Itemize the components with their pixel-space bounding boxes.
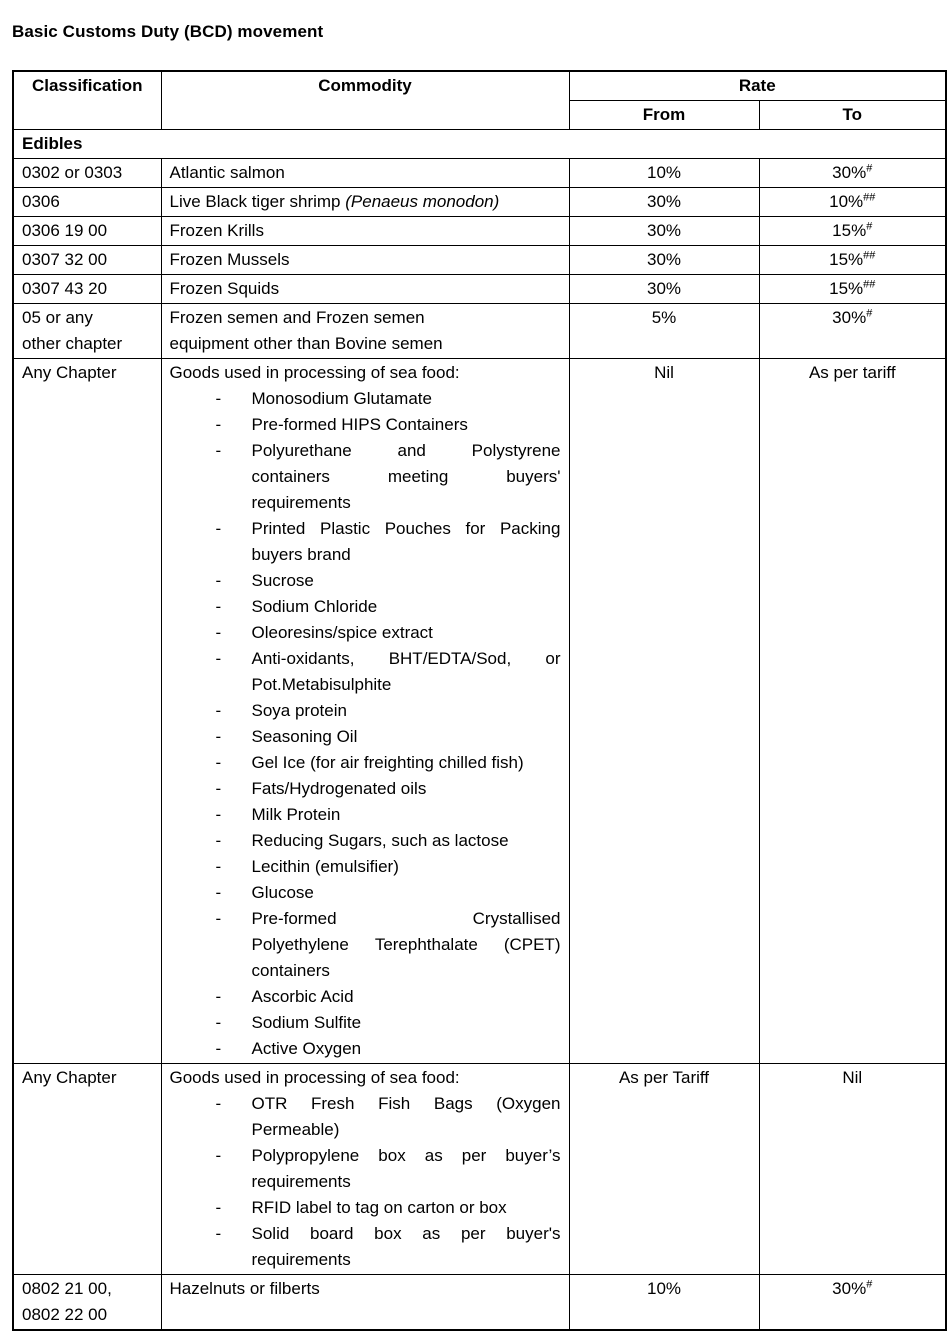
list-item-text: Sodium Chloride xyxy=(251,597,378,616)
table-row xyxy=(13,159,946,188)
table-row xyxy=(13,217,946,246)
list-dash-marker: - xyxy=(215,623,222,642)
word: meeting xyxy=(387,467,449,486)
cell-commodity xyxy=(161,1275,569,1331)
word: (Oxygen xyxy=(496,1094,561,1113)
list-dash-marker: - xyxy=(215,649,222,668)
word: Fish xyxy=(378,1094,411,1113)
rate-to-value: Nil xyxy=(842,1068,863,1087)
word: Pouches xyxy=(384,519,451,538)
table-row xyxy=(13,359,946,1064)
cell-rate-to xyxy=(759,275,946,304)
footnote-marker: ## xyxy=(863,278,876,291)
rate-to-value: As per tariff xyxy=(808,363,896,382)
list-item xyxy=(216,516,561,568)
list-item-text: Sodium Sulfite xyxy=(251,1013,362,1032)
list-item xyxy=(216,1036,561,1062)
list-dash-marker: - xyxy=(215,1039,222,1058)
word: OTR xyxy=(251,1094,288,1113)
word: Crystallised xyxy=(472,909,561,928)
word: buyer’s xyxy=(505,1146,561,1165)
word: Fresh xyxy=(311,1094,355,1113)
word: per xyxy=(461,1146,487,1165)
list-item-text: Gel Ice (for air freighting chilled fish) xyxy=(251,753,524,772)
commodity-text: Frozen Krills xyxy=(169,221,264,240)
list-item-line: Permeable) xyxy=(251,1120,340,1139)
word: Polyurethane xyxy=(251,441,352,460)
list-item xyxy=(216,620,561,646)
commodity-list xyxy=(170,386,561,1062)
list-item xyxy=(216,854,561,880)
cell-classification: 05 or any other chapter xyxy=(13,304,161,359)
list-item-text: Seasoning Oil xyxy=(251,727,358,746)
list-dash-marker: - xyxy=(215,1094,222,1113)
cell-rate-from: 10% xyxy=(569,159,759,188)
word: buyer's xyxy=(506,1224,561,1243)
list-item-line xyxy=(252,646,561,672)
list-item-text: Soya protein xyxy=(251,701,347,720)
list-item-text: Fats/Hydrogenated oils xyxy=(251,779,427,798)
cell-commodity xyxy=(161,359,569,1064)
list-dash-marker: - xyxy=(215,857,222,876)
word: for xyxy=(465,519,486,538)
word: Terephthalate xyxy=(374,935,478,954)
list-dash-marker: - xyxy=(215,831,222,850)
word: (CPET) xyxy=(503,935,561,954)
commodity-text: Live Black tiger shrimp xyxy=(169,192,346,211)
list-item-text: Milk Protein xyxy=(251,805,341,824)
word: Bags xyxy=(433,1094,473,1113)
list-dash-marker: - xyxy=(215,571,222,590)
footnote-marker: # xyxy=(866,1278,873,1291)
cell-classification: 0802 21 00, 0802 22 00 xyxy=(13,1275,161,1331)
word: box xyxy=(378,1146,406,1165)
cell-classification: 0307 43 20 xyxy=(13,275,161,304)
list-item xyxy=(216,984,561,1010)
table-row xyxy=(13,1275,946,1331)
list-dash-marker: - xyxy=(215,805,222,824)
list-item-text: Monosodium Glutamate xyxy=(251,389,432,408)
cell-commodity xyxy=(161,1064,569,1275)
list-item-text xyxy=(252,438,561,516)
commodity-text: Goods used in processing of sea food: xyxy=(169,363,460,382)
cell-rate-to xyxy=(759,304,946,359)
table-row xyxy=(13,246,946,275)
word: Solid xyxy=(251,1224,290,1243)
word: Printed xyxy=(251,519,306,538)
list-dash-marker: - xyxy=(215,909,222,928)
word: BHT/EDTA/Sod, xyxy=(388,649,512,668)
cell-classification: Any Chapter xyxy=(13,359,161,1064)
list-dash-marker: - xyxy=(215,753,222,772)
commodity-text: Goods used in processing of sea food: xyxy=(169,1068,460,1087)
commodity-text: Hazelnuts or filberts xyxy=(169,1279,320,1298)
list-dash-marker: - xyxy=(215,727,222,746)
cell-commodity xyxy=(161,217,569,246)
section-header-edibles: Edibles xyxy=(13,130,946,159)
list-item xyxy=(216,1143,561,1195)
footnote-marker: # xyxy=(866,220,873,233)
cell-rate-from: Nil xyxy=(569,359,759,1064)
footnote-marker: ## xyxy=(863,249,876,262)
word: buyers' xyxy=(506,467,561,486)
cell-rate-from: 10% xyxy=(569,1275,759,1331)
list-item xyxy=(216,1195,561,1221)
bcd-movement-table xyxy=(12,70,947,1331)
list-item xyxy=(216,412,561,438)
list-item xyxy=(216,1221,561,1273)
cell-rate-to xyxy=(759,359,946,1064)
list-item-line xyxy=(252,464,561,490)
cell-rate-to xyxy=(759,188,946,217)
section-row-edibles xyxy=(13,130,946,159)
list-item-text xyxy=(252,1091,561,1143)
list-item-line xyxy=(252,438,561,464)
commodity-text: Atlantic salmon xyxy=(169,163,285,182)
list-dash-marker: - xyxy=(215,415,222,434)
list-item-text: Oleoresins/spice extract xyxy=(251,623,433,642)
list-item-text xyxy=(252,906,561,984)
list-item-line: containers xyxy=(251,961,330,980)
list-item-text: Ascorbic Acid xyxy=(251,987,354,1006)
list-item-line: requirements xyxy=(251,1250,351,1269)
footnote-marker: # xyxy=(866,162,873,175)
page-title: Basic Customs Duty (BCD) movement xyxy=(12,22,324,41)
list-item xyxy=(216,880,561,906)
word: Pre-formed xyxy=(251,909,337,928)
list-item xyxy=(216,1091,561,1143)
footnote-marker: # xyxy=(866,307,873,320)
commodity-text: Frozen Mussels xyxy=(169,250,290,269)
cell-classification: 0307 32 00 xyxy=(13,246,161,275)
cell-rate-to xyxy=(759,246,946,275)
table-row xyxy=(13,275,946,304)
rate-to-value: 15% xyxy=(829,279,864,298)
col-header-rate-to: To xyxy=(759,101,946,130)
rate-to-value: 30% xyxy=(832,1279,867,1298)
cell-rate-to xyxy=(759,1275,946,1331)
list-item-text: Lecithin (emulsifier) xyxy=(251,857,399,876)
list-dash-marker: - xyxy=(215,519,222,538)
list-item-text xyxy=(252,1221,561,1273)
cell-rate-to xyxy=(759,159,946,188)
list-item xyxy=(216,906,561,984)
species-name: (Penaeus monodon) xyxy=(345,192,500,211)
list-item-line xyxy=(252,932,561,958)
list-item xyxy=(216,594,561,620)
cell-rate-from: 30% xyxy=(569,246,759,275)
table-header xyxy=(13,71,946,130)
word: per xyxy=(460,1224,486,1243)
cell-rate-to xyxy=(759,1064,946,1275)
list-item-line xyxy=(252,1091,561,1117)
table-body xyxy=(13,130,946,1331)
list-item xyxy=(216,568,561,594)
list-item-text xyxy=(252,516,561,568)
cell-rate-from: 30% xyxy=(569,275,759,304)
col-header-rate-from: From xyxy=(569,101,759,130)
word: Polypropylene xyxy=(251,1146,360,1165)
word: or xyxy=(545,649,561,668)
table-row xyxy=(13,1064,946,1275)
word: as xyxy=(424,1146,443,1165)
list-item-text: Glucose xyxy=(251,883,314,902)
list-item-text: Sucrose xyxy=(251,571,314,590)
word: Packing xyxy=(499,519,561,538)
cell-commodity xyxy=(161,246,569,275)
list-item xyxy=(216,750,561,776)
cell-classification: 0306 xyxy=(13,188,161,217)
list-item xyxy=(216,1010,561,1036)
list-dash-marker: - xyxy=(215,779,222,798)
list-item xyxy=(216,776,561,802)
list-dash-marker: - xyxy=(215,389,222,408)
list-item xyxy=(216,646,561,698)
cell-rate-to xyxy=(759,217,946,246)
list-dash-marker: - xyxy=(215,987,222,1006)
list-dash-marker: - xyxy=(215,1013,222,1032)
list-item-text xyxy=(252,646,561,698)
list-item-line: requirements xyxy=(251,1172,351,1191)
cell-commodity xyxy=(161,275,569,304)
rate-to-value: 30% xyxy=(832,163,867,182)
cell-classification: Any Chapter xyxy=(13,1064,161,1275)
list-dash-marker: - xyxy=(215,1146,222,1165)
list-dash-marker: - xyxy=(215,441,222,460)
list-item-line: requirements xyxy=(251,493,351,512)
col-header-commodity: Commodity xyxy=(161,71,569,130)
list-dash-marker: - xyxy=(215,1224,222,1243)
rate-to-value: 15% xyxy=(829,250,864,269)
word: Plastic xyxy=(320,519,371,538)
word: board xyxy=(310,1224,354,1243)
word: containers xyxy=(251,467,330,486)
cell-commodity xyxy=(161,188,569,217)
commodity-text: Frozen Squids xyxy=(169,279,280,298)
cell-commodity: Frozen semen and Frozen semen equipment other than Bovine semen xyxy=(161,304,569,359)
list-item xyxy=(216,724,561,750)
list-item-text xyxy=(252,1143,561,1195)
rate-to-value: 30% xyxy=(832,308,867,327)
word: box xyxy=(374,1224,402,1243)
list-item-line xyxy=(252,516,561,542)
list-dash-marker: - xyxy=(215,701,222,720)
list-dash-marker: - xyxy=(215,597,222,616)
word: Anti-oxidants, xyxy=(251,649,355,668)
list-item-text: Pre-formed HIPS Containers xyxy=(251,415,468,434)
col-header-rate: Rate xyxy=(569,71,946,101)
table-row xyxy=(13,188,946,217)
list-item xyxy=(216,386,561,412)
rate-to-value: 15% xyxy=(832,221,867,240)
cell-rate-from: As per Tariff xyxy=(569,1064,759,1275)
list-item xyxy=(216,828,561,854)
cell-commodity xyxy=(161,159,569,188)
list-item-text: Reducing Sugars, such as lactose xyxy=(251,831,509,850)
list-item-text: RFID label to tag on carton or box xyxy=(251,1198,507,1217)
list-item-line: buyers brand xyxy=(251,545,351,564)
cell-classification: 0306 19 00 xyxy=(13,217,161,246)
list-dash-marker: - xyxy=(215,1198,222,1217)
word: as xyxy=(422,1224,441,1243)
cell-classification: 0302 or 0303 xyxy=(13,159,161,188)
footnote-marker: ## xyxy=(863,191,876,204)
list-item-line xyxy=(252,1221,561,1247)
col-header-classification: Classification xyxy=(13,71,161,130)
list-item-text: Active Oxygen xyxy=(251,1039,362,1058)
word: and xyxy=(397,441,426,460)
cell-rate-from: 30% xyxy=(569,188,759,217)
word: Polyethylene xyxy=(251,935,349,954)
list-item xyxy=(216,802,561,828)
table-row xyxy=(13,304,946,359)
cell-rate-from: 30% xyxy=(569,217,759,246)
commodity-list xyxy=(170,1091,561,1273)
list-item-line: Pot.Metabisulphite xyxy=(251,675,392,694)
list-dash-marker: - xyxy=(215,883,222,902)
rate-to-value: 10% xyxy=(829,192,864,211)
list-item xyxy=(216,698,561,724)
list-item xyxy=(216,438,561,516)
header-row-1 xyxy=(13,71,946,101)
list-item-line xyxy=(252,906,561,932)
word: Polystyrene xyxy=(471,441,561,460)
cell-rate-from: 5% xyxy=(569,304,759,359)
list-item-line xyxy=(252,1143,561,1169)
